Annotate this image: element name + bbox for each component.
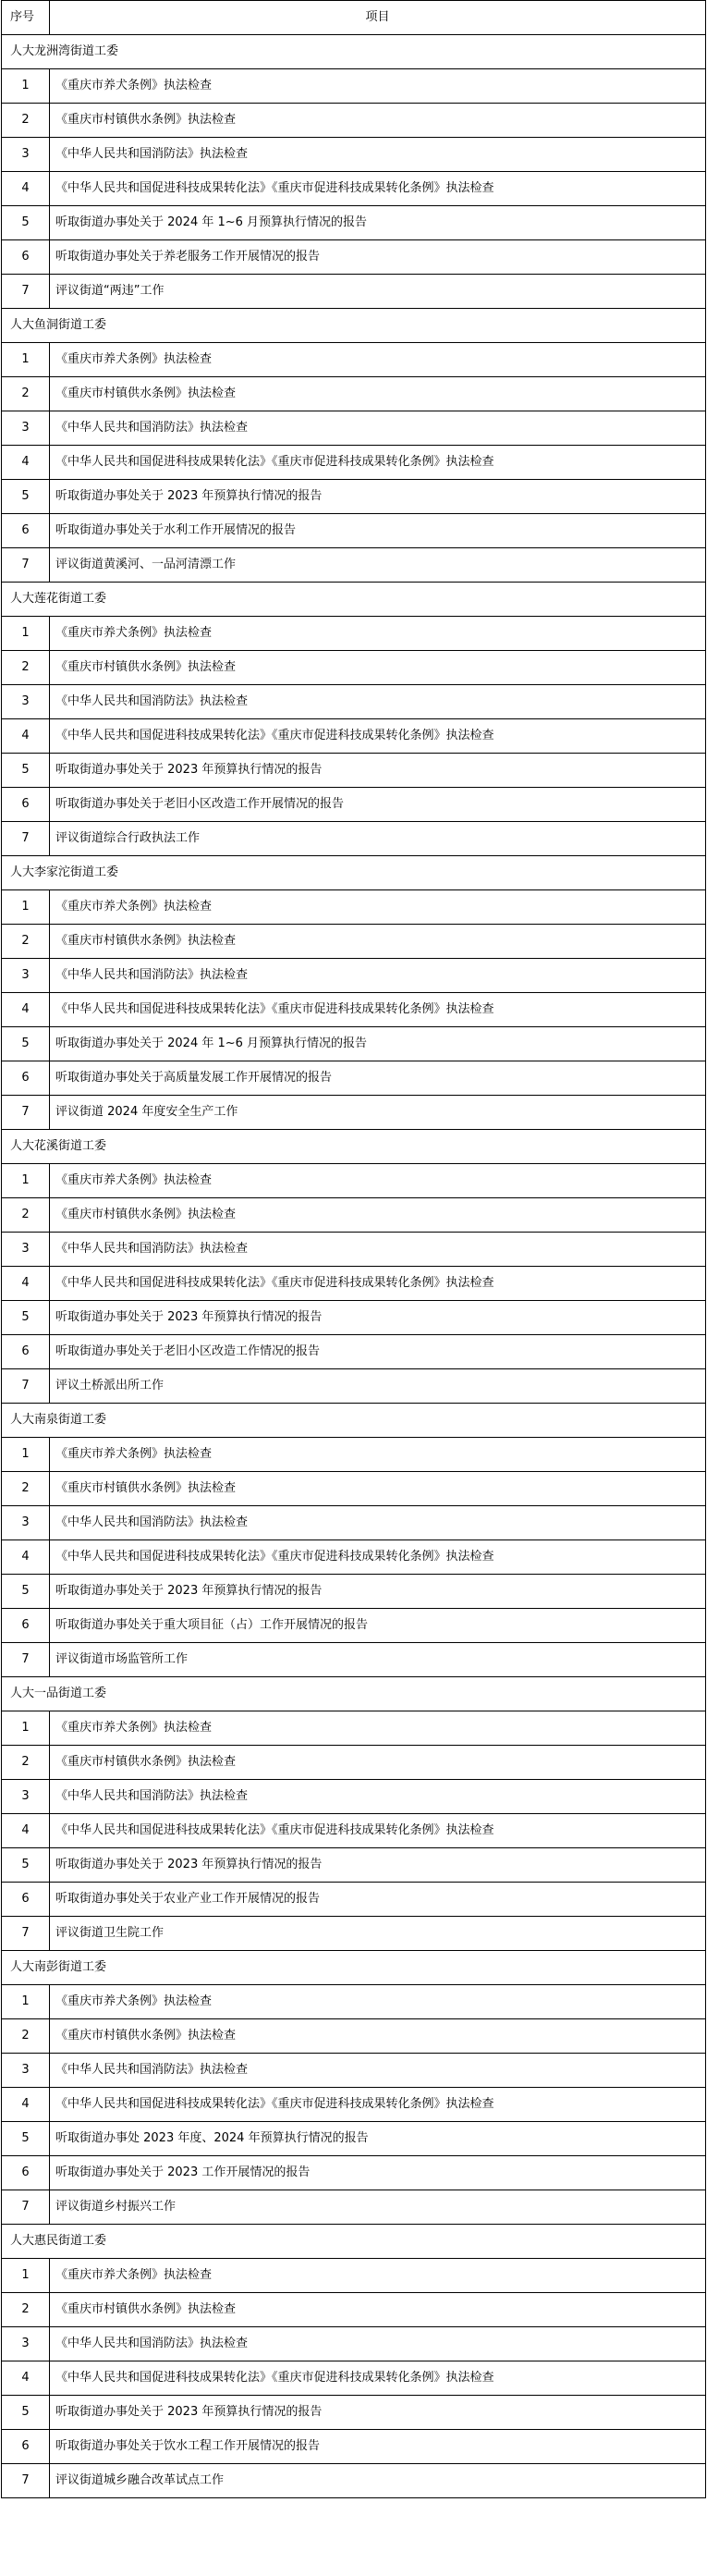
row-serial-number: 5 [2, 1301, 50, 1335]
row-item-text: 《重庆市养犬条例》执法检查 [50, 69, 706, 104]
group-title: 人大鱼洞街道工委 [2, 309, 706, 343]
row-item-text: 评议土桥派出所工作 [50, 1369, 706, 1404]
table-row [2, 1472, 706, 1506]
row-serial-number: 3 [2, 2327, 50, 2361]
table-row [2, 104, 706, 138]
row-item-text: 《中华人民共和国消防法》执法检查 [50, 138, 706, 172]
table-row [2, 788, 706, 822]
table-row [2, 1301, 706, 1335]
row-item-text: 《重庆市村镇供水条例》执法检查 [50, 1198, 706, 1233]
row-item-text: 听取街道办事处关于老旧小区改造工作情况的报告 [50, 1335, 706, 1369]
row-serial-number: 1 [2, 617, 50, 651]
row-item-text: 听取街道办事处关于老旧小区改造工作开展情况的报告 [50, 788, 706, 822]
group-title: 人大惠民街道工委 [2, 2225, 706, 2259]
table-row [2, 685, 706, 719]
row-serial-number: 2 [2, 2293, 50, 2327]
table-row [2, 1438, 706, 1472]
group-title: 人大莲花街道工委 [2, 583, 706, 617]
row-serial-number: 7 [2, 275, 50, 309]
row-item-text: 听取街道办事处关于 2023 年预算执行情况的报告 [50, 1575, 706, 1609]
row-item-text: 《重庆市村镇供水条例》执法检查 [50, 651, 706, 685]
row-serial-number: 2 [2, 925, 50, 959]
row-serial-number: 4 [2, 2088, 50, 2122]
table-row [2, 172, 706, 206]
table-row [2, 925, 706, 959]
row-serial-number: 6 [2, 240, 50, 275]
row-item-text: 《中华人民共和国消防法》执法检查 [50, 2327, 706, 2361]
row-serial-number: 4 [2, 172, 50, 206]
row-item-text: 《重庆市养犬条例》执法检查 [50, 1438, 706, 1472]
row-item-text: 听取街道办事处关于饮水工程工作开展情况的报告 [50, 2430, 706, 2464]
row-item-text: 《重庆市村镇供水条例》执法检查 [50, 925, 706, 959]
table-row [2, 2259, 706, 2293]
table-row [2, 1848, 706, 1883]
row-item-text: 评议街道 2024 年度安全生产工作 [50, 1096, 706, 1130]
table-row [2, 275, 706, 309]
row-item-text: 听取街道办事处关于 2024 年 1~6 月预算执行情况的报告 [50, 1027, 706, 1061]
row-serial-number: 5 [2, 2396, 50, 2430]
table-row [2, 2327, 706, 2361]
row-serial-number: 5 [2, 480, 50, 514]
table-row [2, 1746, 706, 1780]
table-row [2, 890, 706, 925]
row-serial-number: 7 [2, 2190, 50, 2225]
row-item-text: 听取街道办事处关于 2023 年预算执行情况的报告 [50, 2396, 706, 2430]
table-row [2, 651, 706, 685]
row-serial-number: 3 [2, 1233, 50, 1267]
row-item-text: 听取街道办事处关于 2023 年预算执行情况的报告 [50, 480, 706, 514]
row-serial-number: 7 [2, 548, 50, 583]
row-serial-number: 5 [2, 206, 50, 240]
row-item-text: 《重庆市村镇供水条例》执法检查 [50, 104, 706, 138]
group-row [2, 1951, 706, 1985]
row-item-text: 《重庆市村镇供水条例》执法检查 [50, 2293, 706, 2327]
table-row [2, 1096, 706, 1130]
row-serial-number: 4 [2, 1267, 50, 1301]
row-item-text: 评议街道市场监管所工作 [50, 1643, 706, 1677]
row-serial-number: 3 [2, 2054, 50, 2088]
row-item-text: 《重庆市养犬条例》执法检查 [50, 1164, 706, 1198]
table-row [2, 1164, 706, 1198]
table-row [2, 1233, 706, 1267]
row-item-text: 评议街道乡村振兴工作 [50, 2190, 706, 2225]
work-plan-table [1, 0, 706, 2498]
row-serial-number: 7 [2, 2464, 50, 2498]
row-serial-number: 5 [2, 1848, 50, 1883]
row-serial-number: 2 [2, 651, 50, 685]
group-title: 人大花溪街道工委 [2, 1130, 706, 1164]
table-row [2, 1814, 706, 1848]
row-item-text: 《重庆市养犬条例》执法检查 [50, 617, 706, 651]
row-item-text: 《中华人民共和国消防法》执法检查 [50, 959, 706, 993]
table-row [2, 2054, 706, 2088]
row-item-text: 《重庆市村镇供水条例》执法检查 [50, 1746, 706, 1780]
row-item-text: 评议街道卫生院工作 [50, 1917, 706, 1951]
row-item-text: 《中华人民共和国消防法》执法检查 [50, 685, 706, 719]
row-item-text: 《中华人民共和国促进科技成果转化法》《重庆市促进科技成果转化条例》执法检查 [50, 719, 706, 754]
group-title: 人大南泉街道工委 [2, 1404, 706, 1438]
row-item-text: 《中华人民共和国促进科技成果转化法》《重庆市促进科技成果转化条例》执法检查 [50, 2361, 706, 2396]
table-row [2, 1883, 706, 1917]
row-item-text: 《中华人民共和国消防法》执法检查 [50, 411, 706, 446]
row-serial-number: 7 [2, 1917, 50, 1951]
row-serial-number: 4 [2, 2361, 50, 2396]
row-item-text: 评议街道黄溪河、一品河清漂工作 [50, 548, 706, 583]
row-serial-number: 3 [2, 685, 50, 719]
table-row [2, 1540, 706, 1575]
group-row [2, 1130, 706, 1164]
row-item-text: 《重庆市村镇供水条例》执法检查 [50, 2019, 706, 2054]
group-row [2, 35, 706, 69]
row-item-text: 听取街道办事处关于养老服务工作开展情况的报告 [50, 240, 706, 275]
group-title: 人大南彭街道工委 [2, 1951, 706, 1985]
row-serial-number: 6 [2, 2430, 50, 2464]
row-serial-number: 6 [2, 1609, 50, 1643]
table-row [2, 1643, 706, 1677]
row-item-text: 听取街道办事处关于重大项目征（占）工作开展情况的报告 [50, 1609, 706, 1643]
row-item-text: 听取街道办事处 2023 年度、2024 年预算执行情况的报告 [50, 2122, 706, 2156]
group-row [2, 583, 706, 617]
row-item-text: 听取街道办事处关于 2023 年预算执行情况的报告 [50, 754, 706, 788]
table-row [2, 343, 706, 377]
table-row [2, 411, 706, 446]
table-row [2, 2019, 706, 2054]
row-serial-number: 3 [2, 959, 50, 993]
row-item-text: 评议街道“两违”工作 [50, 275, 706, 309]
row-serial-number: 2 [2, 1472, 50, 1506]
table-row [2, 959, 706, 993]
row-serial-number: 4 [2, 446, 50, 480]
table-row [2, 240, 706, 275]
table-row [2, 1369, 706, 1404]
row-serial-number: 3 [2, 411, 50, 446]
table-row [2, 1609, 706, 1643]
row-serial-number: 7 [2, 822, 50, 856]
row-serial-number: 5 [2, 1027, 50, 1061]
header-serial-number: 序号 [2, 1, 50, 35]
row-serial-number: 4 [2, 993, 50, 1027]
table-row [2, 993, 706, 1027]
table-row [2, 1575, 706, 1609]
group-row [2, 856, 706, 890]
row-serial-number: 1 [2, 343, 50, 377]
row-serial-number: 6 [2, 2156, 50, 2190]
group-title: 人大龙洲湾街道工委 [2, 35, 706, 69]
header-item: 项目 [50, 1, 706, 35]
row-item-text: 《中华人民共和国促进科技成果转化法》《重庆市促进科技成果转化条例》执法检查 [50, 1540, 706, 1575]
row-serial-number: 4 [2, 719, 50, 754]
row-serial-number: 6 [2, 1335, 50, 1369]
row-serial-number: 7 [2, 1643, 50, 1677]
row-serial-number: 2 [2, 1198, 50, 1233]
row-serial-number: 6 [2, 514, 50, 548]
row-item-text: 听取街道办事处关于高质量发展工作开展情况的报告 [50, 1061, 706, 1096]
table-row [2, 446, 706, 480]
table-row [2, 2361, 706, 2396]
table-row [2, 2190, 706, 2225]
table-row [2, 480, 706, 514]
table-row [2, 2156, 706, 2190]
table-row [2, 2122, 706, 2156]
table-body [2, 35, 706, 2498]
row-item-text: 《重庆市养犬条例》执法检查 [50, 1711, 706, 1746]
table-row [2, 377, 706, 411]
table-row [2, 138, 706, 172]
table-row [2, 1780, 706, 1814]
row-item-text: 《重庆市村镇供水条例》执法检查 [50, 1472, 706, 1506]
row-item-text: 听取街道办事处关于 2023 年预算执行情况的报告 [50, 1301, 706, 1335]
row-item-text: 《重庆市养犬条例》执法检查 [50, 2259, 706, 2293]
row-item-text: 《中华人民共和国消防法》执法检查 [50, 1506, 706, 1540]
row-serial-number: 6 [2, 788, 50, 822]
row-item-text: 听取街道办事处关于农业产业工作开展情况的报告 [50, 1883, 706, 1917]
table-row [2, 1506, 706, 1540]
table-row [2, 1335, 706, 1369]
row-item-text: 听取街道办事处关于 2024 年 1~6 月预算执行情况的报告 [50, 206, 706, 240]
row-serial-number: 2 [2, 2019, 50, 2054]
table-row [2, 1198, 706, 1233]
row-item-text: 《重庆市养犬条例》执法检查 [50, 890, 706, 925]
row-serial-number: 1 [2, 1164, 50, 1198]
row-item-text: 《重庆市养犬条例》执法检查 [50, 343, 706, 377]
row-serial-number: 5 [2, 1575, 50, 1609]
table-row [2, 69, 706, 104]
table-row [2, 1985, 706, 2019]
table-row [2, 754, 706, 788]
table-row [2, 822, 706, 856]
table-row [2, 1711, 706, 1746]
row-serial-number: 2 [2, 377, 50, 411]
row-item-text: 《中华人民共和国促进科技成果转化法》《重庆市促进科技成果转化条例》执法检查 [50, 172, 706, 206]
header-row [2, 1, 706, 35]
table-row [2, 206, 706, 240]
row-serial-number: 5 [2, 2122, 50, 2156]
row-item-text: 《中华人民共和国促进科技成果转化法》《重庆市促进科技成果转化条例》执法检查 [50, 1814, 706, 1848]
table-row [2, 1027, 706, 1061]
row-serial-number: 2 [2, 104, 50, 138]
row-serial-number: 1 [2, 1438, 50, 1472]
row-serial-number: 6 [2, 1061, 50, 1096]
group-title: 人大李家沱街道工委 [2, 856, 706, 890]
row-item-text: 评议街道综合行政执法工作 [50, 822, 706, 856]
row-serial-number: 4 [2, 1540, 50, 1575]
group-row [2, 2225, 706, 2259]
row-serial-number: 1 [2, 1985, 50, 2019]
row-item-text: 《中华人民共和国消防法》执法检查 [50, 1780, 706, 1814]
row-serial-number: 7 [2, 1369, 50, 1404]
group-row [2, 1677, 706, 1711]
row-item-text: 听取街道办事处关于水利工作开展情况的报告 [50, 514, 706, 548]
table-row [2, 1267, 706, 1301]
table-row [2, 514, 706, 548]
row-item-text: 《中华人民共和国消防法》执法检查 [50, 1233, 706, 1267]
table-row [2, 2293, 706, 2327]
table-row [2, 2088, 706, 2122]
row-serial-number: 3 [2, 1780, 50, 1814]
row-item-text: 评议街道城乡融合改革试点工作 [50, 2464, 706, 2498]
table-row [2, 548, 706, 583]
row-item-text: 听取街道办事处关于 2023 工作开展情况的报告 [50, 2156, 706, 2190]
row-serial-number: 1 [2, 1711, 50, 1746]
table-row [2, 1917, 706, 1951]
row-item-text: 《中华人民共和国促进科技成果转化法》《重庆市促进科技成果转化条例》执法检查 [50, 993, 706, 1027]
row-item-text: 听取街道办事处关于 2023 年预算执行情况的报告 [50, 1848, 706, 1883]
group-row [2, 309, 706, 343]
row-serial-number: 5 [2, 754, 50, 788]
table-row [2, 2464, 706, 2498]
row-serial-number: 1 [2, 890, 50, 925]
row-serial-number: 1 [2, 69, 50, 104]
row-serial-number: 4 [2, 1814, 50, 1848]
table-row [2, 1061, 706, 1096]
table-row [2, 617, 706, 651]
row-item-text: 《中华人民共和国促进科技成果转化法》《重庆市促进科技成果转化条例》执法检查 [50, 1267, 706, 1301]
table-row [2, 2396, 706, 2430]
table-header [2, 1, 706, 35]
row-item-text: 《中华人民共和国促进科技成果转化法》《重庆市促进科技成果转化条例》执法检查 [50, 2088, 706, 2122]
row-serial-number: 3 [2, 138, 50, 172]
row-item-text: 《重庆市村镇供水条例》执法检查 [50, 377, 706, 411]
group-title: 人大一品街道工委 [2, 1677, 706, 1711]
row-serial-number: 1 [2, 2259, 50, 2293]
row-item-text: 《中华人民共和国消防法》执法检查 [50, 2054, 706, 2088]
row-serial-number: 2 [2, 1746, 50, 1780]
table-row [2, 2430, 706, 2464]
row-serial-number: 3 [2, 1506, 50, 1540]
group-row [2, 1404, 706, 1438]
table-row [2, 719, 706, 754]
row-serial-number: 6 [2, 1883, 50, 1917]
row-item-text: 《中华人民共和国促进科技成果转化法》《重庆市促进科技成果转化条例》执法检查 [50, 446, 706, 480]
row-item-text: 《重庆市养犬条例》执法检查 [50, 1985, 706, 2019]
row-serial-number: 7 [2, 1096, 50, 1130]
